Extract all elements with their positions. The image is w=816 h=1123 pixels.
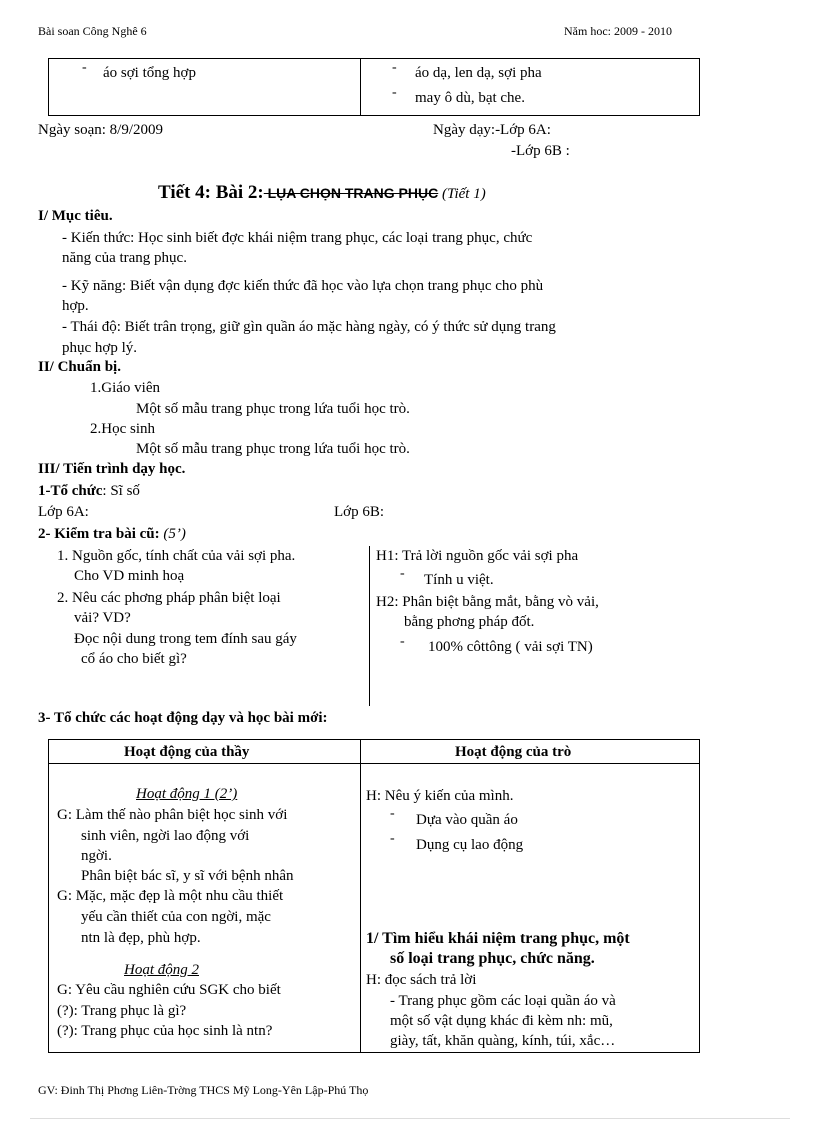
top-left-item: áo sợi tổng hợp	[103, 65, 196, 81]
objective-line: phục hợp lý.	[62, 340, 138, 356]
objective-line: năng của trang phục.	[62, 250, 187, 266]
student-line: Dụng cụ lao động	[416, 837, 524, 853]
activity-table-header-line	[48, 763, 700, 764]
check-question: Đọc nội dung trong tem đính sau gáy	[74, 631, 297, 647]
top-table-divider	[360, 58, 361, 116]
student-line: H: đọc sách trả lời	[366, 972, 477, 988]
header-left: Bài soan Công Nghê 6	[38, 24, 147, 38]
footer: GV: Đinh Thị Phơng Liên-Trờng THCS Mỹ Long-Yên Lập-Phú Thọ	[38, 1083, 369, 1097]
check-question: cổ áo cho biết gì?	[81, 651, 187, 667]
student-answer: một số vật dụng khác đi kèm nh: mũ,	[390, 1013, 613, 1029]
bullet-dash: -	[400, 634, 405, 649]
prep-student: 2.Học sinh	[90, 421, 155, 437]
lesson-title-main: Tiết 4: Bài 2:	[158, 182, 264, 203]
prep-teacher-item: Một số mẫu trang phục trong lứa tuổi học trò.	[136, 401, 410, 417]
top-right-item: áo dạ, len dạ, sợi pha	[415, 65, 542, 81]
check-answer: bằng phơng pháp đốt.	[404, 614, 535, 630]
prep-student-item: Một số mẫu trang phục trong lứa tuổi học trò.	[136, 441, 410, 457]
check-question: vải? VD?	[74, 610, 131, 626]
check-question: Cho VD minh hoạ	[74, 568, 185, 584]
date-day-6a: Ngày dạy:-Lớp 6A:	[433, 122, 551, 138]
check-divider	[369, 546, 370, 706]
old-lesson-check	[38, 524, 186, 544]
objective-line: - Kiến thức: Học sinh biết đợc khái niệm trang phục, các loại trang phục, chức	[62, 230, 533, 246]
bullet-dash: -	[400, 566, 405, 581]
date-soan: Ngày soạn: 8/9/2009	[38, 122, 163, 138]
section-concept-title: 1/ Tìm hiểu khái niệm trang phục, một	[366, 930, 630, 947]
student-line: H: Nêu ý kiến của mình.	[366, 788, 514, 804]
date-day-6b: -Lớp 6B :	[511, 143, 570, 159]
old-lesson-check-time: (5’)	[159, 526, 186, 542]
student-answer: - Trang phục gồm các loại quần áo và	[390, 993, 616, 1009]
bullet-dash: -	[392, 85, 397, 100]
section-objectives-heading: I/ Mục tiêu.	[38, 208, 113, 224]
class-6a: Lớp 6A:	[38, 504, 89, 520]
organization-value: : Sĩ số	[102, 483, 140, 499]
teacher-line: G: Làm thế nào phân biệt học sinh với	[57, 807, 288, 823]
col-student-header: Hoạt động của trò	[455, 744, 572, 760]
lesson-title-part: (Tiết 1)	[438, 186, 486, 202]
organization-label: 1-Tổ chức	[38, 483, 103, 499]
lesson-title-name: LỤA CHỌN TRANG PHỤC	[263, 185, 439, 201]
teacher-line: G: Yêu cầu nghiên cứu SGK cho biết	[57, 982, 281, 998]
student-line: Dựa vào quần áo	[416, 812, 518, 828]
check-answer: H2: Phân biệt bằng mắt, bằng vò vải,	[376, 594, 599, 610]
col-teacher-header: Hoạt động của thầy	[124, 744, 250, 760]
bullet-dash: -	[390, 831, 395, 846]
top-right-item: may ô dù, bạt che.	[415, 90, 525, 106]
objective-line: - Thái độ: Biết trân trọng, giữ gìn quần áo mặc hàng ngày, có ý thức sử dụng trang	[62, 319, 556, 335]
bullet-dash: -	[392, 60, 397, 75]
activity-heading: 3- Tổ chức các hoạt động dạy và học bài mới:	[38, 710, 328, 726]
teacher-line: G: Mặc, mặc đẹp là một nhu cầu thiết	[57, 888, 284, 904]
header-right: Năm hoc: 2009 - 2010	[564, 24, 672, 38]
organization-line	[38, 481, 140, 501]
check-question: 1. Nguồn gốc, tính chất của vải sợi pha.	[57, 548, 296, 564]
section-prep-heading: II/ Chuẩn bị.	[38, 359, 121, 375]
teacher-line: ntn là đẹp, phù hợp.	[81, 930, 201, 946]
bullet-dash: -	[390, 806, 395, 821]
activity-table-divider	[360, 739, 361, 1053]
teacher-line: sinh viên, ngời lao động với	[81, 828, 250, 844]
student-answer: giày, tất, khăn quàng, kính, túi, xắc…	[390, 1033, 616, 1049]
activity-2-heading: Hoạt động 2	[124, 962, 199, 978]
old-lesson-check-label: 2- Kiểm tra bài cũ:	[38, 526, 160, 542]
teacher-line: yếu cần thiết của con ngời, mặc	[81, 909, 271, 925]
section-concept-title: số loại trang phục, chức năng.	[390, 950, 595, 967]
teacher-question: (?): Trang phục của học sinh là ntn?	[57, 1023, 273, 1039]
section-process-heading: III/ Tiến trình dạy học.	[38, 461, 186, 477]
check-answer: 100% côttông ( vải sợi TN)	[428, 639, 593, 655]
footer-rule	[30, 1118, 790, 1119]
teacher-line: Phân biệt bác sĩ, y sĩ với bệnh nhân	[81, 868, 294, 884]
bullet-dash: -	[82, 60, 87, 75]
check-question: 2. Nêu các phơng pháp phân biệt loại	[57, 590, 281, 606]
prep-teacher: 1.Giáo viên	[90, 380, 160, 396]
teacher-question: (?): Trang phục là gì?	[57, 1003, 187, 1019]
class-6b: Lớp 6B:	[334, 504, 385, 520]
objective-line: hợp.	[62, 298, 89, 314]
lesson-title	[158, 182, 486, 204]
check-answer: H1: Trả lời nguồn gốc vải sợi pha	[376, 548, 579, 564]
objective-line: - Kỹ năng: Biết vận dụng đợc kiến thức đã học vào lựa chọn trang phục cho phù	[62, 278, 544, 294]
activity-1-heading: Hoạt động 1 (2’)	[136, 786, 238, 802]
check-answer: Tính u việt.	[424, 572, 494, 588]
teacher-line: ngời.	[81, 848, 112, 864]
